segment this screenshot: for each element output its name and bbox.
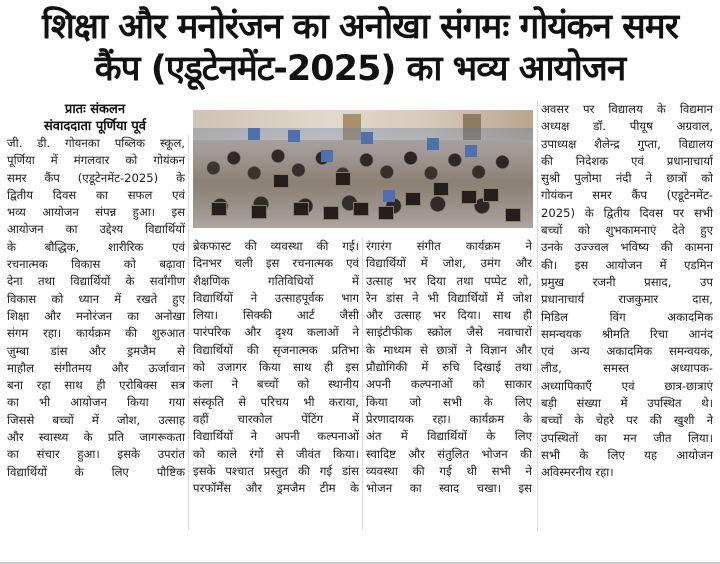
text-line: माहौल संगीतमय और ऊर्जावान: [7, 360, 185, 375]
text-line: उत्साह भर दिया तथा पप्पेट शो,: [366, 273, 532, 288]
text-line: ब्रेकफास्ट की व्यवस्था की गई।: [193, 239, 359, 253]
photo-card: [383, 190, 395, 202]
text-line: सभी के लिए यह आयोजन: [541, 447, 713, 462]
article-column-2: [193, 238, 359, 497]
text-line: का संचार हुआ। इसके उपरांत: [7, 447, 185, 462]
headline: [0, 6, 720, 90]
text-line: उपस्थितों का मन जीत लिया।: [541, 430, 713, 445]
text-line: द्वितीय दिवस का सफल एवं: [7, 187, 185, 202]
photo-card: [288, 130, 300, 142]
text-line: बच्चों के चेहरे पर की खुशी ने: [541, 413, 713, 428]
photo-card: [353, 202, 369, 216]
text-line: रचनात्मक विकास को बढ़ावा: [7, 257, 185, 272]
text-line: पूर्णिया में मंगलवार को गोयंकन: [7, 153, 185, 168]
byline-correspondent: संवाददाता पूर्णिया पूर्व: [43, 119, 147, 134]
photo-card: [427, 138, 439, 150]
text-line: विद्यार्थियों ने अपनी कल्पनाओं: [193, 429, 359, 444]
column-divider: [188, 135, 189, 530]
photo-card: [433, 182, 449, 196]
text-line: 2025) के द्वितीय दिवस पर सभी: [541, 205, 713, 220]
article-column-4: [541, 101, 713, 482]
byline-source: प्रातः संकलन: [64, 102, 126, 117]
text-line: के माध्यम से छात्रों ने विज्ञान और: [366, 342, 532, 357]
text-line: व्यवस्था की गई थी सभी ने: [366, 463, 532, 478]
text-line: मिडिल विंग अकादमिक: [541, 309, 713, 324]
text-line: के बौद्धिक, शारीरिक एवं: [7, 239, 185, 254]
text-line: दिनभर चली इस रचनात्मक एवं: [193, 256, 359, 271]
text-line: बड़ी संख्या में उपस्थित थे।: [541, 396, 713, 411]
column-divider: [537, 101, 538, 531]
text-line: विद्यार्थियों के लिए पौष्टिक: [7, 464, 185, 479]
text-line: अंत में विद्यार्थियों के लिए: [366, 429, 532, 444]
text-line: समन्वयक श्रीमति रिचा आनंद: [541, 326, 713, 341]
text-line: साइंटीफीक स्क्रोल जैसे नवाचारों: [366, 325, 532, 340]
text-line: प्रेरणादायक रहा। कार्यक्रम के: [366, 411, 532, 426]
text-line: जिससे बच्चों में जोश, उत्साह: [7, 412, 185, 427]
text-line: इसके पश्चात प्रस्तुत की गई डांस: [193, 463, 359, 478]
text-line: पारंपरिक और दृश्य कलाओं ने: [193, 325, 359, 340]
text-line: स्वादिष्ट और संतुलित भोजन की: [366, 446, 532, 461]
text-line: अध्यापिकाएँ एवं छात्र-छात्राएं: [541, 378, 713, 393]
text-line: विद्यार्थियों ने उत्साहपूर्वक भाग: [193, 290, 359, 305]
text-line: गोयंकन समर कैंप (एडूटेनमेंट-: [541, 188, 713, 203]
text-line: जी. डी. गोयनका पब्लिक स्कूल,: [7, 136, 185, 150]
text-line: को काले रंगों से जीवंत किया।: [193, 446, 359, 461]
text-line: कला ने बच्चों को स्थानीय: [193, 377, 359, 392]
text-line: को उजागर किया साथ ही इस: [193, 360, 359, 375]
photo-card: [465, 145, 477, 157]
photo-card: [248, 128, 260, 140]
text-line: प्रधानाचार्य राजकुमार दास,: [541, 292, 713, 307]
text-line: रेन डांस ने भी विद्यार्थियों में जोश: [366, 290, 532, 305]
text-line: अवसर पर विद्यालय के विद्यमान: [541, 102, 713, 116]
text-line: बना रहा साथ ही एरोबिक्स सत्र: [7, 378, 185, 393]
photo-card: [293, 202, 309, 216]
text-line: रंगारंग संगीत कार्यक्रम ने: [366, 239, 532, 253]
photo-card: [323, 206, 339, 220]
text-line: भोजन का स्वाद चखा। इस: [366, 481, 532, 496]
text-line: विद्यार्थियों में जोश, उमंग और: [366, 256, 532, 271]
photo-card: [361, 132, 373, 144]
text-line: लिया। सिक्की आर्ट जैसी: [193, 308, 359, 323]
text-line: किया जो सभी के लिए: [366, 394, 532, 409]
photo-card: [405, 192, 421, 206]
text-line: बच्चों को शुभकामनाएं देते हुए: [541, 223, 713, 238]
text-line: और स्वास्थ्य के प्रति जागरूकता: [7, 430, 185, 445]
text-line: भव्य आयोजन संपन्न हुआ। इस: [7, 205, 185, 220]
text-line: संगम रहा। कार्यक्रम की शुरुआत: [7, 326, 185, 341]
text-line: समर कैंप (एडूटेनमेंट-2025) के: [7, 170, 185, 185]
photo-card: [378, 206, 394, 220]
text-line: उनके उज्ज्वल भविष्य की कामना: [541, 240, 713, 255]
text-line: परफॉर्मेंस और ड्रमजैम टीम के: [193, 481, 359, 496]
article-column-3: [366, 238, 532, 497]
text-line: प्रौद्योगिकी में रुचि दिखाई तथा: [366, 360, 532, 375]
text-line: और उत्साह भर दिया। साथ ही: [366, 308, 532, 323]
article-photo: [193, 110, 533, 228]
photo-card: [505, 208, 521, 222]
text-line: सुश्री पुलोमा नंदी ने छात्रों को: [541, 171, 713, 186]
photo-card: [483, 188, 499, 202]
text-line: का भी आयोजन किया गया: [7, 395, 185, 410]
headline-line-2: कैंप (एडूटेनमेंट-2025) का भव्य आयोजन: [94, 49, 626, 89]
text-line: शिक्षा और मनोरंजन का अनोखा: [7, 308, 185, 323]
text-line: आयोजन का उद्देश्य विद्यार्थियों: [7, 222, 185, 237]
text-line: विकास को ध्यान में रखते हुए: [7, 291, 185, 306]
text-line: अपनी कल्पनाओं को साकार: [366, 377, 532, 392]
photo-card: [273, 174, 289, 188]
text-line: एवं अन्य अकादमिक समन्वयक,: [541, 344, 713, 359]
byline: [0, 101, 190, 135]
text-line: की निदेशक एवं प्रधानाचार्या: [541, 153, 713, 168]
text-line: शैक्षणिक गतिविधियों में: [193, 273, 359, 288]
text-line: प्रमुख रजनी प्रसाद, उप: [541, 274, 713, 289]
text-line: अविस्मरनीय रहा।: [541, 465, 614, 480]
text-line: की। इस आयोजन में एडमिन: [541, 257, 713, 272]
article-column-1: [7, 135, 185, 481]
headline-line-1: शिक्षा और मनोरंजन का अनोखा संगमः गोयंकन समर: [41, 7, 679, 47]
text-line: विद्यार्थियों की सृजनात्मक प्रतिभा: [193, 342, 359, 357]
text-line: वहीं चारकोल पेंटिंग में: [193, 411, 359, 426]
photo-card: [321, 150, 333, 162]
photo-card: [211, 202, 227, 216]
photo-card: [251, 205, 267, 219]
text-line: संस्कृति से परिचय भी कराया,: [193, 394, 359, 409]
photo-card: [335, 172, 351, 186]
column-divider: [362, 238, 363, 530]
text-line: ज़ुम्बा डांस और ड्रमजैम से: [7, 343, 185, 358]
photo-card: [461, 190, 477, 204]
text-line: उपाध्यक्ष शैलेन्द्र गुप्ता, विद्यालय: [541, 136, 713, 151]
text-line: देना तथा विद्यार्थियों के सर्वांगीण: [7, 274, 185, 289]
text-line: अध्यक्ष डॉ. पीयूष अग्रवाल,: [541, 119, 713, 134]
text-line: लीड, समस्त अध्यापक-: [541, 361, 713, 376]
